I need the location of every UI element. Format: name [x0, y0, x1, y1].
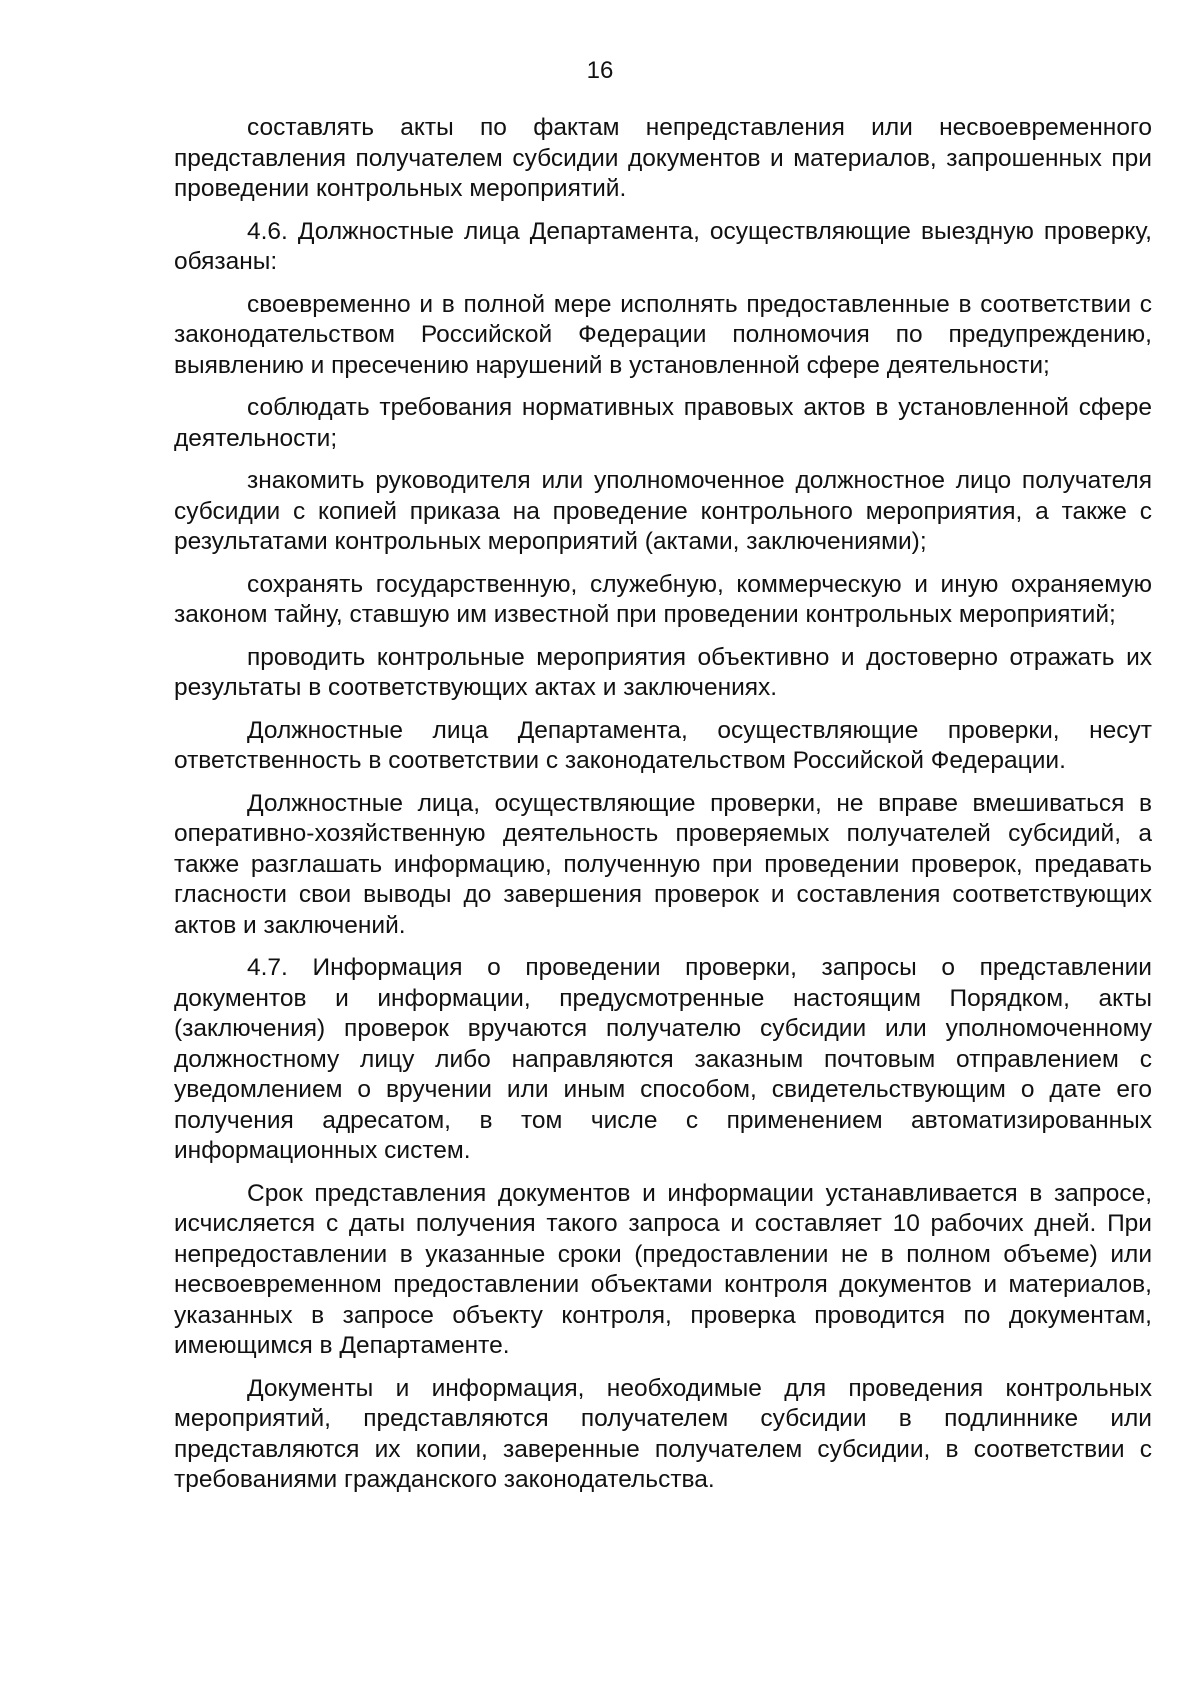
paragraph-deadline: Срок представления документов и информации устанавливается в запросе, исчисляется с даты получения такого запроса и составляет 10 рабочих дней. При непредоставлении в указанные сроки (предоставлении не в полном объеме) или несвоевременном предоставлении объектами контроля документов и материалов, указанных в запросе объекту контроля, проверка проводится по документам, имеющимся в Департаменте. [174, 1179, 1152, 1359]
paragraph-responsibility: Должностные лица Департамента, осуществляющие проверки, несут ответственность в соответствии с законодательством Российской Федерации. [174, 716, 1152, 774]
paragraph-duty-powers: своевременно и в полной мере исполнять предоставленные в соответствии с законодательством Российской Федерации полномочия по предупреждению, выявлению и пресечению нарушений в установленной сфере деятельности; [174, 290, 1152, 379]
paragraph-non-interference: Должностные лица, осуществляющие проверки, не вправе вмешиваться в оперативно-хозяйственную деятельность проверяемых получателей субсидий, а также разглашать информацию, полученную при проведении проверок, предавать гласности свои выводы до завершения проверок и составления соответствующих актов и заключений. [174, 789, 1152, 939]
paragraph-duty-objectivity: проводить контрольные мероприятия объективно и достоверно отражать их результаты в соответствующих актах и заключениях. [174, 643, 1152, 701]
paragraph-duty-acquaint: знакомить руководителя или уполномоченное должностное лицо получателя субсидии с копией приказа на проведение контрольного мероприятия, а также с результатами контрольных мероприятий (актами, заключениями); [174, 467, 1152, 555]
paragraph-inspection-acts: составлять акты по фактам непредставления или несвоевременного представления получателем субсидии документов и материалов, запрошенных при проведении контрольных мероприятий. [174, 114, 1152, 202]
paragraph-4-6-intro: 4.6. Должностные лица Департамента, осуществляющие выездную проверку, обязаны: [174, 217, 1152, 275]
paragraph-4-7-delivery: 4.7. Информация о проведении проверки, запросы о представлении документов и информации, предусмотренные настоящим Порядком, акты (заключения) проверок вручаются получателю субсидии или уполномоченному должностному лицу либо направляются заказным почтовым отправлением с уведомлением о вручении или иным способом, свидетельствующим о дате его получения адресатом, в том числе с применением автоматизированных информационных систем. [174, 954, 1152, 1164]
page-number: 16 [586, 57, 614, 84]
document-body [174, 113, 1152, 1508]
paragraph-documents-form: Документы и информация, необходимые для проведения контрольных мероприятий, представляются получателем субсидии в подлиннике или представляются их копии, заверенные получателем субсидии, в соответствии с требованиями гражданского законодательства. [174, 1374, 1152, 1493]
paragraph-duty-secrecy: сохранять государственную, служебную, коммерческую и иную охраняемую законом тайну, ставшую им известной при проведении контрольных мероприятий; [174, 570, 1152, 628]
paragraph-duty-compliance: соблюдать требования нормативных правовых актов в установленной сфере деятельности; [174, 394, 1152, 452]
